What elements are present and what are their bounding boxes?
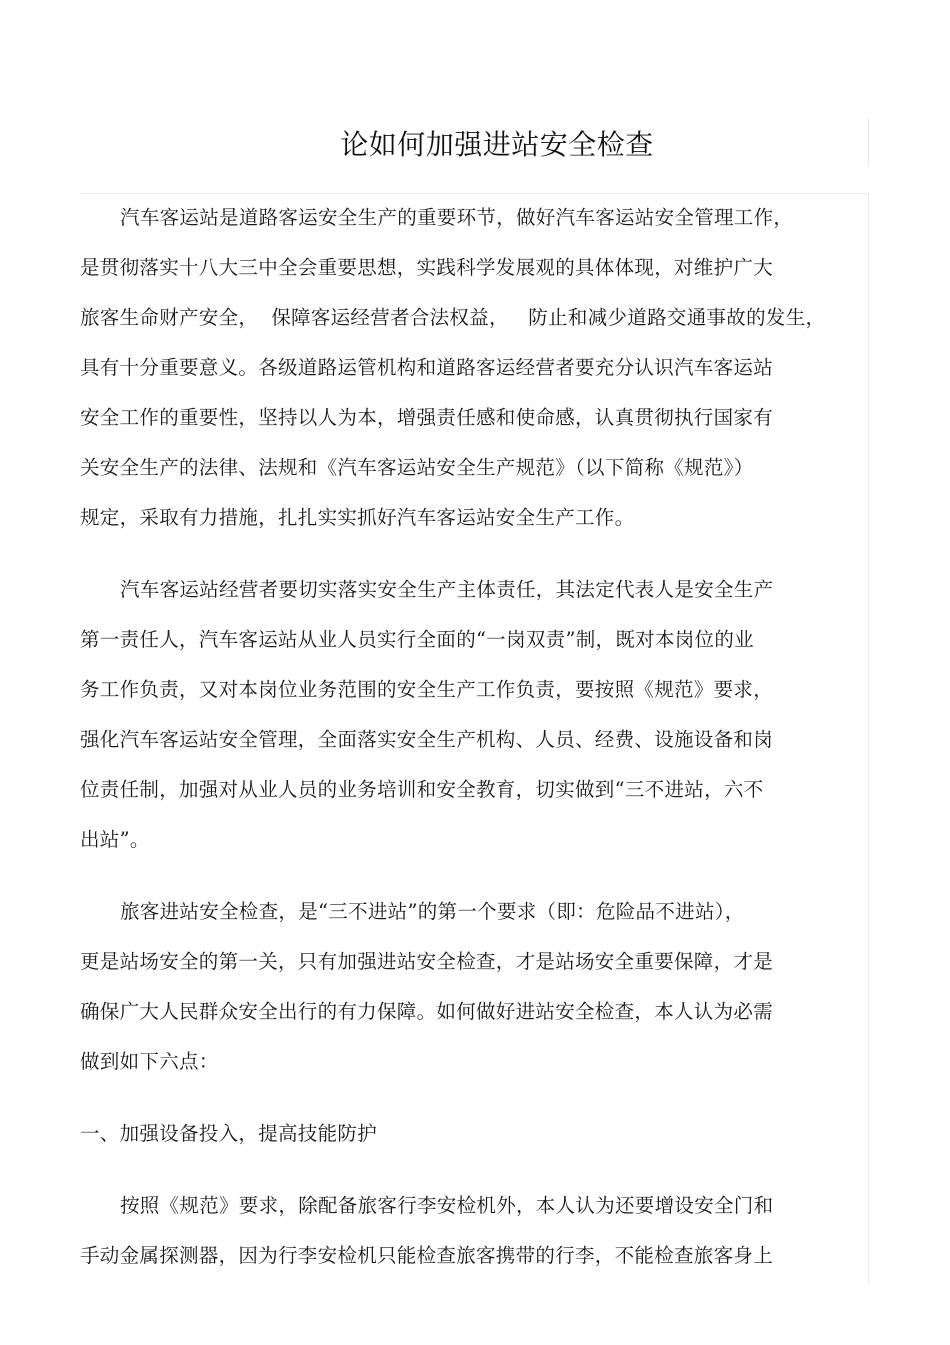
section-heading-1 [80,1109,840,1159]
paragraph-line: 强化汽车客运站安全管理，全面落实安全生产机构、人员、经费、设施设备和岗 [80,728,774,751]
paragraph-line: 位责任制，加强对从业人员的业务培训和安全教育，切实做到“三不进站，六不 [80,778,764,801]
paragraph-line: 旅客进站安全检查，是“三不进站”的第一个要求（即：危险品不进站）， [120,900,745,923]
paragraph-1 [80,193,840,543]
paragraph-line: 具有十分重要意义。各级道路运管机构和道路客运经营者要充分认识汽车客运站 [80,356,774,379]
paragraph-3 [80,887,840,1087]
paragraph-line: 安全工作的重要性，坚持以人为本，增强责任感和使命感，认真贯彻执行国家有 [80,406,774,429]
paragraph-2 [80,565,840,865]
paragraph-line: 更是站场安全的第一关，只有加强进站安全检查，才是站场安全重要保障，才是 [80,950,774,973]
paragraph-line: 按照《规范》要求，除配备旅客行李安检机外，本人认为还要增设安全门和 [120,1194,774,1217]
paragraph-line: 是贯彻落实十八大三中全会重要思想，实践科学发展观的具体体现，对维护广大 [80,256,774,279]
document-body [80,193,840,1281]
paragraph-spacer [80,543,840,565]
paragraph-line: 汽车客运站是道路客运安全生产的重要环节，做好汽车客运站安全管理工作， [120,206,794,229]
paragraph-line: 出站”。 [80,828,150,851]
paragraph-spacer [80,865,840,887]
paragraph-line: 做到如下六点： [80,1050,219,1073]
paragraph-line: 第一责任人，汽车客运站从业人员实行全面的“一岗双责”制，既对本岗位的业 [80,628,754,651]
paragraph-spacer [80,1159,840,1181]
right-margin-rule [868,193,869,1285]
paragraph-5 [80,1181,840,1281]
paragraph-line: 确保广大人民群众安全出行的有力保障。如何做好进站安全检查，本人认为必需 [80,1000,774,1023]
paragraph-spacer [80,1087,840,1109]
paragraph-line: 汽车客运站经营者要切实落实安全生产主体责任，其法定代表人是安全生产 [120,578,774,601]
paragraph-line: 旅客生命财产安全， 保障客运经营者合法权益， 防止和减少道路交通事故的发生， [80,306,826,329]
paragraph-line: 手动金属探测器，因为行李安检机只能检查旅客携带的行李，不能检查旅客身上 [80,1244,774,1267]
section-heading-text: 一、加强设备投入，提高技能防护 [80,1122,378,1145]
paragraph-line: 规定，采取有力措施，扎扎实实抓好汽车客运站安全生产工作。 [80,506,635,529]
paragraph-line: 关安全生产的法律、法规和《汽车客运站安全生产规范》（以下简称《规范》） [80,456,754,479]
paragraph-line: 务工作负责，又对本岗位业务范围的安全生产工作负责，要按照《规范》要求， [80,678,774,701]
document-title: 论如何加强进站安全检查 [340,128,654,161]
